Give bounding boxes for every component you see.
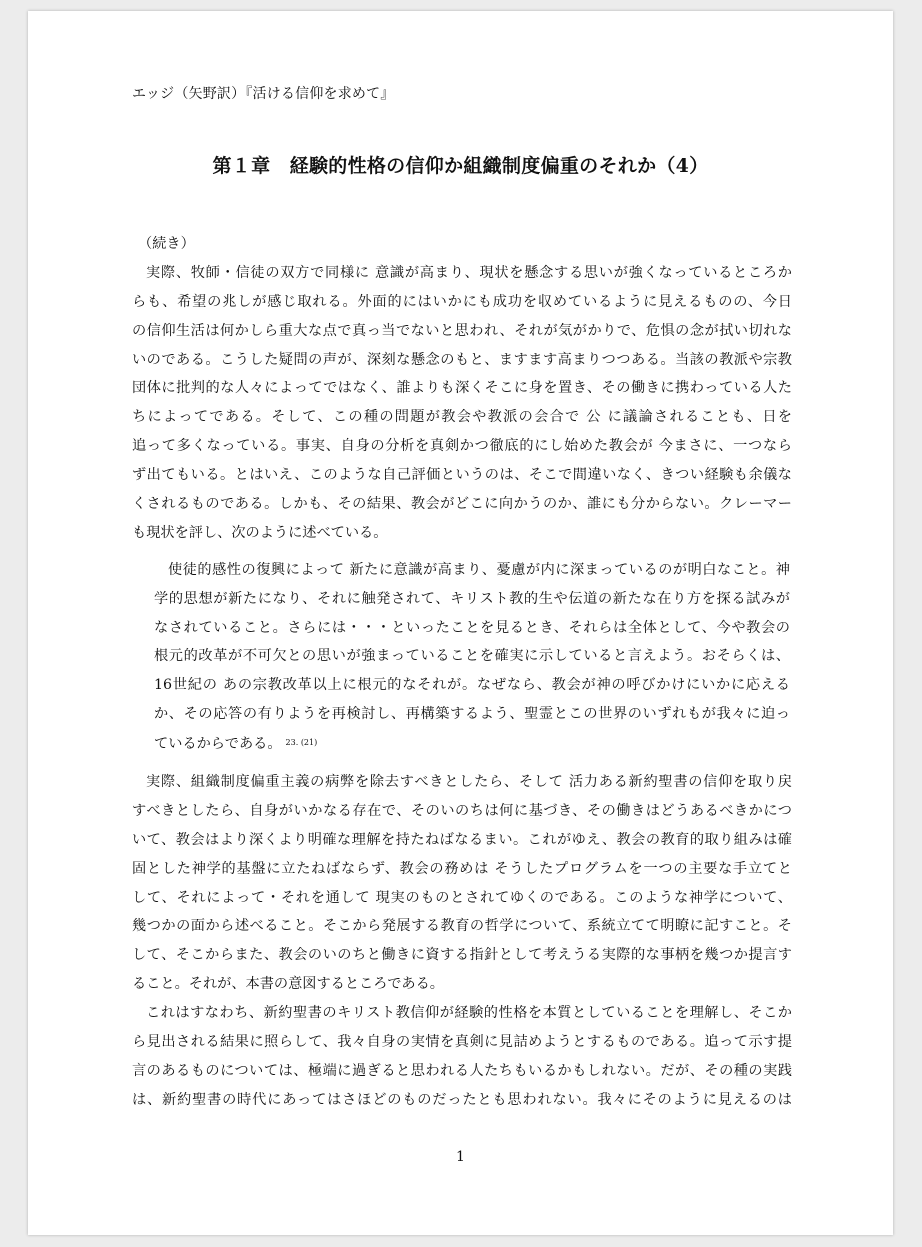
text-line: いて、教会はより深くより明確な理解を持たねばなるまい。これがゆえ、教会の教育的取り組みは確 xyxy=(132,831,792,848)
quote-line: なされていること。さらには・・・といったことを見るとき、それらは全体として、今や教会の xyxy=(154,619,790,636)
text-line: すべきとしたら、自身がいかなる存在で、そのいのちは何に基づき、その働きはどうあるべきかにつ xyxy=(132,802,792,819)
text-line: の信仰生活は何かしら重大な点で真っ当でないと思われ、それが気がかりで、危惧の念が拭い切れな xyxy=(132,322,792,339)
document-page xyxy=(28,11,893,1235)
page-number: 1 xyxy=(456,1149,465,1165)
chapter-title: 第１章 経験的性格の信仰か組織制度偏重のそれか（4） xyxy=(212,155,709,177)
text-line: して、そこからまた、教会のいのちと働きに資する指針として考えうる実際的な事柄を幾つか提言す xyxy=(132,947,792,964)
quote-line: 学的思想が新たになり、それに触発されて、キリスト教的生や伝道の新たな在り方を探る試みが xyxy=(154,590,790,607)
text-line: ず出てもいる。とはいえ、このような自己評価というのは、そこで間違いなく、きつい経験も余儀な xyxy=(132,467,792,484)
text-line: 幾つかの面から述べること。そこから発展する教育の哲学について、系統立てて明瞭に記すこと。そ xyxy=(132,918,792,935)
quote-line: 16世紀の あの宗教改革以上に根元的なそれが。なぜなら、教会が神の呼びかけにいかに応える xyxy=(154,677,790,694)
text-line: 団体に批判的な人々によってではなく、誰よりも深くそこに身を置き、その働きに携わっている人た xyxy=(132,380,792,397)
paragraph-1 xyxy=(132,259,792,288)
continued-label: （続き） xyxy=(138,236,195,252)
text-line: 言のあるものについては、極端に過ぎると思われる人たちもいるかもしれない。だが、その種の実践 xyxy=(132,1062,792,1079)
quote-line: 使徒的感性の復興によって 新たに意識が高まり、憂慮が内に深まっているのが明白なこと。神 xyxy=(168,561,790,578)
quote-line: 根元的改革が不可欠との思いが強まっていることを確実に示していると言えよう。おそらくは、 xyxy=(154,648,790,665)
quote-line-last: ているからである。 $^{23. (21)}$ xyxy=(154,736,318,753)
block-quote xyxy=(154,556,790,758)
text-line: いのである。こうした疑問の声が、深刻な懸念のもと、ますます高まりつつある。当該の教派や宗教 xyxy=(132,351,792,368)
text-line: ること。それが、本書の意図するところである。 xyxy=(132,976,444,993)
paragraph-3 xyxy=(132,999,792,1115)
quote-line: か、その応答の有りようを再検討し、再構築するよう、聖霊とこの世界のいずれもが我々に迫っ xyxy=(154,706,790,723)
text-line: らも、希望の兆しが感じ取れる。外面的にはいかにも成功を収めているように見えるものの、今日 xyxy=(132,293,792,310)
text-line: は、新約聖書の時代にあってはさほどのものだったとも思われない。我々にそのように見えるのは xyxy=(132,1091,792,1108)
text-line: 実際、組織制度偏重主義の病弊を除去すべきとしたら、そして 活力ある新約聖書の信仰を取り戻 xyxy=(146,774,792,791)
document-body xyxy=(132,230,792,1115)
footnote-marker: 23. (21) xyxy=(285,738,318,748)
text-line: 追って多くなっている。事実、自身の分析を真剣かつ徹底的にし始めた教会が 今まさに、一つなら xyxy=(132,438,792,455)
running-header: エッジ（矢野訳）『活ける信仰を求めて』 xyxy=(132,86,395,102)
text-line: ちによってである。そして、この種の問題が教会や教派の会合で 公 に議論されることも、日を xyxy=(132,409,792,426)
text-line: も現状を評し、次のように述べている。 xyxy=(132,524,388,541)
paragraph-1-cont xyxy=(132,288,792,548)
text-line: くされるものである。しかも、その結果、教会がどこに向かうのか、誰にも分からない。クレーマー xyxy=(132,496,792,513)
text-line: 固とした神学的基盤に立たねばならず、教会の務めは そうしたプログラムを一つの主要な手立てと xyxy=(132,860,792,877)
text-line: ら見出される結果に照らして、我々自身の実情を真剣に見詰めようとするものである。追って示す提 xyxy=(132,1034,792,1051)
text-line: 実際、牧師・信徒の双方で同様に 意識が高まり、現状を懸念する思いが強くなっているところか xyxy=(146,264,792,281)
text-line: これはすなわち、新約聖書のキリスト教信仰が経験的性格を本質としていることを理解し、そこか xyxy=(146,1005,792,1022)
text-line: して、それによって・それを通して 現実のものとされてゆくのである。このような神学について、 xyxy=(132,889,792,906)
paragraph-2 xyxy=(132,768,792,999)
